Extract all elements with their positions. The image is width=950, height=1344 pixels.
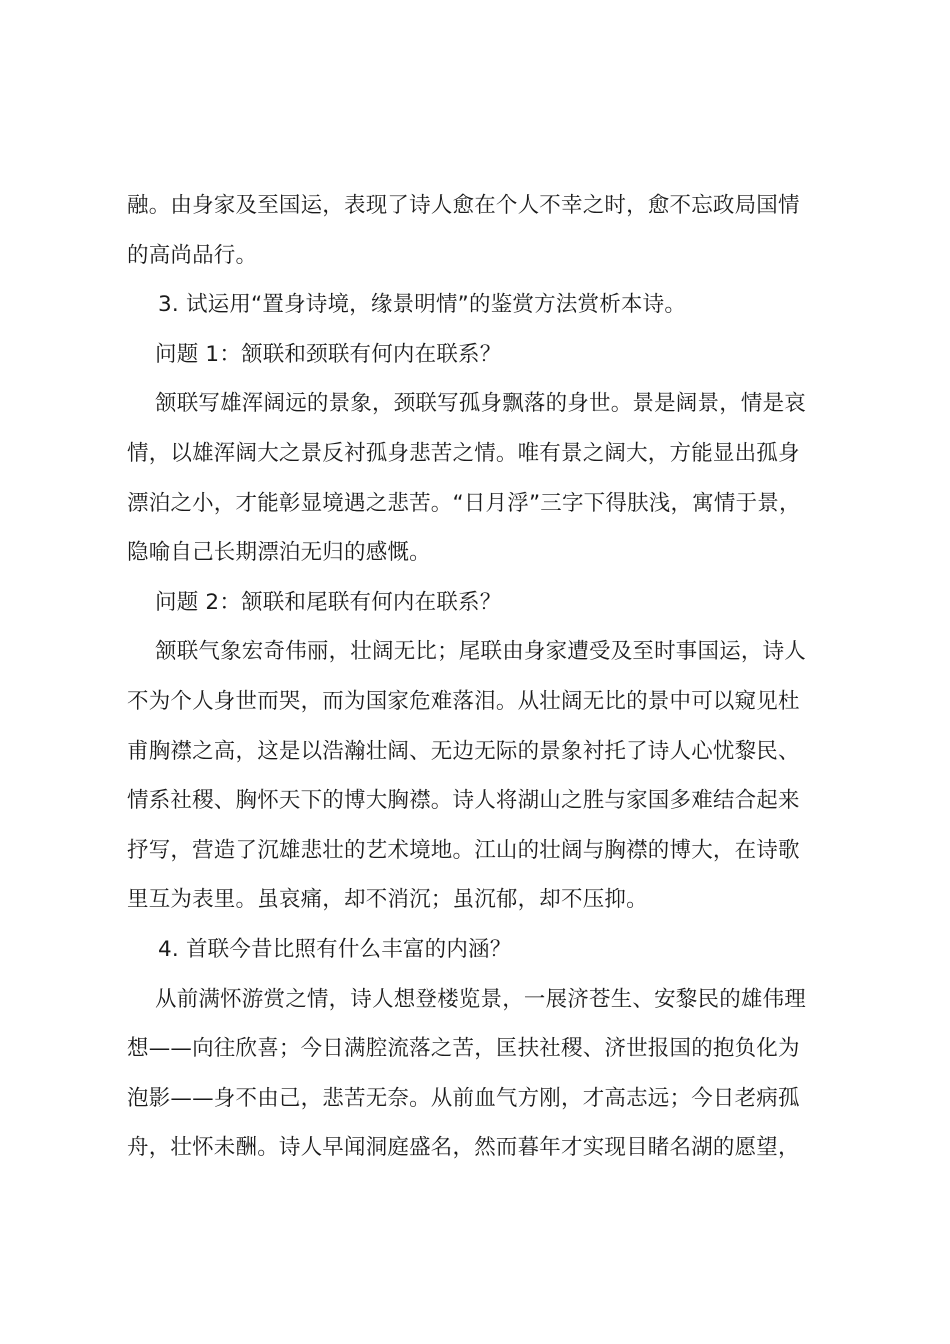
text-line: 颔联气象宏奇伟丽，壮阔无比；尾联由身家遭受及至时事国运，诗人 [155, 639, 807, 665]
sub-question: 问题 2：颔联和尾联有何内在联系？ [155, 589, 502, 615]
question-heading: 4. 首联今昔比照有什么丰富的内涵？ [158, 936, 512, 962]
text-line: 泡影——身不由己，悲苦无奈。从前血气方刚，才高志远；今日老病孤 [127, 1085, 800, 1111]
text-line: 想——向往欣喜；今日满腔流落之苦，匡扶社稷、济世报国的抱负化为 [127, 1036, 800, 1062]
document-page [127, 181, 835, 1173]
sub-question: 问题 1：颔联和颈联有何内在联系？ [155, 341, 502, 367]
text-line: 甫胸襟之高，这是以浩瀚壮阔、无边无际的景象衬托了诗人心忧黎民、 [127, 738, 800, 764]
text-line: 情，以雄浑阔大之景反衬孤身悲苦之情。唯有景之阔大，方能显出孤身 [127, 440, 800, 466]
text-line: 不为个人身世而哭，而为国家危难落泪。从壮阔无比的景中可以窥见杜 [127, 688, 800, 714]
text-line: 情系社稷、胸怀天下的博大胸襟。诗人将湖山之胜与家国多难结合起来 [127, 788, 800, 814]
text-line: 抒写，营造了沉雄悲壮的艺术境地。江山的壮阔与胸襟的博大，在诗歌 [127, 837, 800, 863]
text-line: 漂泊之小，才能彰显境遇之悲苦。“日月浮”三字下得肤浅，寓情于景， [127, 490, 801, 516]
text-line: 的高尚品行。 [127, 242, 258, 268]
text-line: 隐喻自己长期漂泊无归的感慨。 [127, 540, 431, 566]
text-line: 融。由身家及至国运，表现了诗人愈在个人不幸之时，愈不忘政局国情 [127, 193, 800, 218]
text-line: 里互为表里。虽哀痛，却不消沉；虽沉郁，却不压抑。 [127, 887, 648, 913]
question-heading: 3. 试运用“置身诗境，缘景明情”的鉴赏方法赏析本诗。 [158, 292, 687, 318]
text-line: 颔联写雄浑阔远的景象，颈联写孤身飘落的身世。景是阔景，情是哀 [155, 391, 807, 417]
text-line: 舟，壮怀未酬。诗人早闻洞庭盛名，然而暮年才实现目睹名湖的愿望， [127, 1135, 800, 1161]
text-line: 从前满怀游赏之情，诗人想登楼览景，一展济苍生、安黎民的雄伟理 [155, 986, 807, 1012]
